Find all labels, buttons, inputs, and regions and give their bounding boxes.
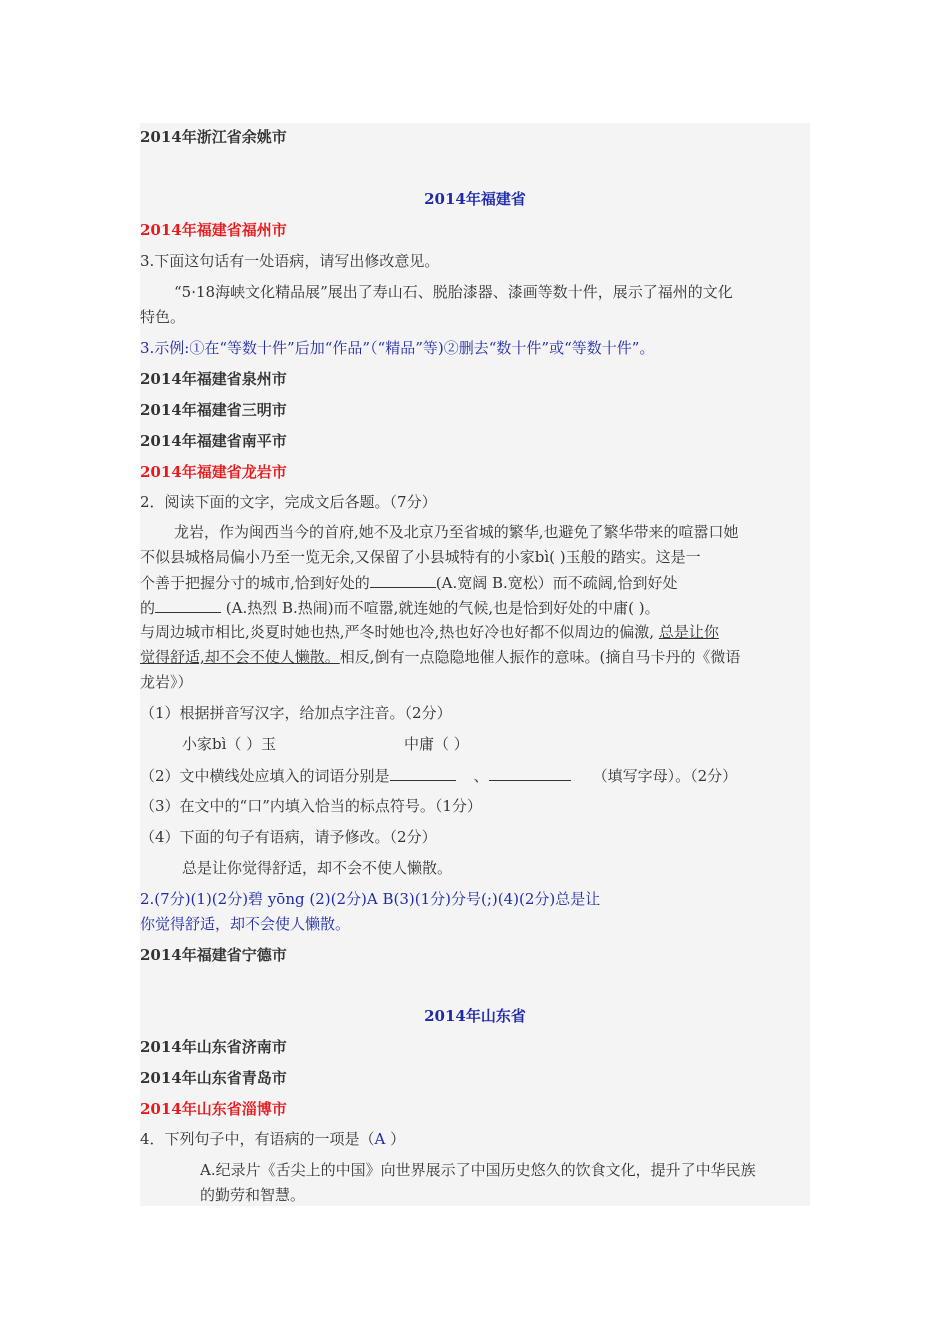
heading-quanzhou: 2014年福建省泉州市 [140,370,287,388]
question-2: 2．阅读下面的文字，完成文后各题。（7分） [140,493,437,511]
question-4-option-a: A.纪录片《舌尖上的中国》向世界展示了中国历史悠久的饮食文化，提升了中华民族 [200,1161,756,1179]
passage-line-6a: 觉得舒适,却不会不使人懒散。 [140,648,340,666]
blank-1 [370,572,436,588]
heading-longyan: 2014年福建省龙岩市 [140,463,287,481]
passage-line-2: 不似县城格局偏小乃至一览无余,又保留了小县城特有的小家bì( )玉般的踏实。这是一 [140,548,701,566]
passage-line-4 [140,597,660,618]
sub-question-4: （4）下面的句子有语病，请予修改。（2分） [140,828,437,846]
question-4 [140,1129,405,1149]
sub-question-3: （3）在文中的“口”内填入恰当的标点符号。（1分） [140,797,482,815]
question-3: 3.下面这句话有一处语病，请写出修改意见。 [140,252,440,270]
heading-shandong: 2014年山东省 [424,1007,526,1025]
heading-yuyao: 2014年浙江省余姚市 [140,128,287,146]
sub-question-1: （1）根据拼音写汉字，给加点字注音。（2分） [140,704,452,722]
sub-question-2b: 、 [473,767,489,785]
passage-line-5a: 与周边城市相比,炎夏时她也热,严冬时她也冷,热也好冷也好都不似周边的偏激, [140,623,659,641]
sub-question-1-fill-b: 中庸（ ） [404,735,469,753]
question-4-text: 4．下列句子中，有语病的一项是（ [140,1130,375,1148]
question-3-text: “5·18海峡文化精品展”展出了寿山石、脱胎漆器、漆画等数十件，展示了福州的文化 [174,283,733,301]
answer-2: 2.(7分)(1)(2分)碧 yōng (2)(2分)A B(3)(1分)分号(;)(4)(2分)总是让 [140,890,601,908]
answer-3: 3.示例:①在“等数十件”后加“作品”（“精品”等)②删去“数十件”或“等数十件”。 [140,339,655,357]
passage-line-4a: 的 [140,599,156,617]
heading-fuzhou: 2014年福建省福州市 [140,221,287,239]
heading-fujian: 2014年福建省 [424,190,526,208]
question-4-answer: A [374,1130,386,1148]
heading-nanping: 2014年福建省南平市 [140,432,287,450]
sub-question-2c: （填写字母）。（2分） [592,767,738,785]
heading-sanming: 2014年福建省三明市 [140,401,287,419]
blank-4 [489,765,571,781]
heading-qingdao: 2014年山东省青岛市 [140,1069,287,1087]
passage-line-6b: 相反,倒有一点隐隐地催人振作的意味。(摘自马卡丹的《微语 [339,648,741,666]
passage-line-5 [140,622,719,642]
blank-2 [155,597,221,613]
sub-question-2a: （2）文中横线处应填入的词语分别是 [140,767,390,785]
question-3-text-cont: 特色。 [140,308,186,326]
passage-line-4b: (A.热烈 B.热闹)而不喧嚣,就连她的气候,也是恰到好处的中庸( )。 [221,599,660,617]
passage-line-6 [140,647,740,667]
answer-2-cont: 你觉得舒适，却不会使人懒散。 [140,915,351,933]
sub-question-4-text: 总是让你觉得舒适，却不会不使人懒散。 [182,859,453,877]
heading-ningde: 2014年福建省宁德市 [140,946,287,964]
passage-line-3 [140,572,678,593]
passage-line-7: 龙岩》） [140,673,193,691]
heading-zibo: 2014年山东省淄博市 [140,1100,287,1118]
question-4-option-a-cont: 的勤劳和智慧。 [200,1186,306,1204]
passage-line-3b: (A.宽阔 B.宽松）而不疏阔,恰到好处 [435,574,678,592]
passage-line-5b: 总是让你 [658,623,719,641]
passage-line-1: 龙岩，作为闽西当今的首府,她不及北京乃至省城的繁华,也避免了繁华带来的喧嚣口她 [174,523,739,541]
passage-line-3a: 个善于把握分寸的城市,恰到好处的 [140,574,370,592]
question-4-close: ） [385,1130,406,1148]
blank-3 [390,765,456,781]
sub-question-2 [140,765,737,786]
heading-jinan: 2014年山东省济南市 [140,1038,287,1056]
sub-question-1-fill-a: 小家bì（ ）玉 [182,735,277,753]
